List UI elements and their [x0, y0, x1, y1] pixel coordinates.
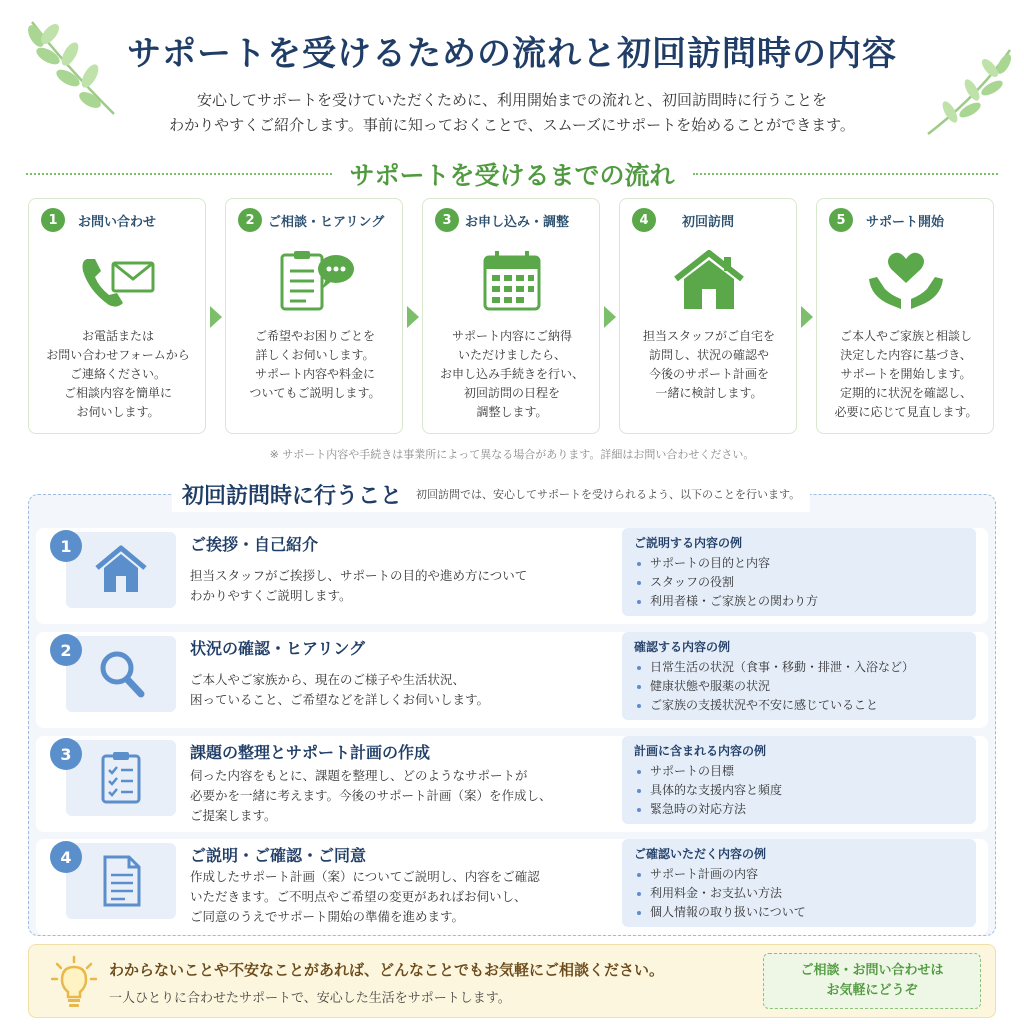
- step-line: 調整します。: [476, 405, 548, 419]
- item-line: ご提案します。: [190, 808, 277, 823]
- example-item: 個人情報の取り扱いについて: [634, 903, 964, 922]
- example-title: 計画に含まれる内容の例: [634, 744, 767, 758]
- step-title: お申し込み・調整: [465, 214, 570, 230]
- item-line: 伺った内容をもとに、課題を整理し、どのようなサポートが: [190, 768, 528, 783]
- checklist-icon: [93, 750, 149, 806]
- calendar-icon: [467, 249, 557, 313]
- flow-steps: [28, 198, 998, 434]
- step-title: サポート開始: [865, 214, 944, 230]
- contact-button-label: ご相談・お問い合わせは: [800, 963, 944, 978]
- visit-heading: [172, 476, 810, 512]
- step-title: 初回訪問: [681, 214, 734, 230]
- step-line: 詳しくお伺いします。: [255, 348, 375, 362]
- item-icon-box: [66, 740, 176, 816]
- step-line: サポート内容にご納得: [451, 329, 572, 343]
- arrow-right-icon: [604, 306, 616, 328]
- flow-step-1: [28, 198, 206, 434]
- item-line: ご同意のうえでサポート開始の準備を進めます。: [190, 909, 465, 924]
- item-title: ご挨拶・自己紹介: [190, 535, 319, 554]
- step-number: 5: [829, 208, 853, 232]
- contact-button[interactable]: [763, 953, 981, 1009]
- example-item: スタッフの役割: [634, 573, 964, 592]
- document-icon: [93, 853, 149, 909]
- item-line: わかりやすくご説明します。: [190, 588, 352, 603]
- step-description: [626, 327, 792, 403]
- visit-item-1: [36, 528, 988, 624]
- page-title: サポートを受けるための流れと初回訪問時の内容: [127, 34, 897, 74]
- example-title: ご確認いただく内容の例: [634, 847, 767, 861]
- house-icon: [93, 542, 149, 598]
- example-title: ご説明する内容の例: [634, 536, 743, 550]
- item-line: 困っていること、ご希望などを詳しくお伺いします。: [190, 692, 490, 707]
- visit-item-4: [36, 839, 988, 935]
- item-number: 4: [50, 841, 82, 873]
- item-number: 3: [50, 738, 82, 770]
- step-line: 一緒に検討します。: [655, 386, 763, 400]
- example-item: 健康状態や服薬の状況: [634, 677, 964, 696]
- house-icon: [664, 249, 754, 313]
- item-line: 必要かを一緒に考えます。今後のサポート計画（案）を作成し、: [190, 788, 552, 803]
- lightbulb-icon: [51, 955, 97, 1009]
- flow-note: ※ サポート内容や手続きは事業所によって異なる場合があります。詳細はお問い合わせください。: [269, 448, 755, 461]
- item-description: [190, 766, 600, 826]
- step-line: ご連絡ください。: [69, 367, 166, 381]
- banner-text: 一人ひとりに合わせたサポートで、安心した生活をサポートします。: [109, 991, 511, 1006]
- item-line: 作成したサポート計画（案）についてご説明し、内容をご確認: [190, 869, 540, 884]
- intro-line: わかりやすくご紹介します。事前に知っておくことで、スムーズにサポートを始めることができます。: [169, 116, 855, 134]
- item-number: 1: [50, 530, 82, 562]
- item-description: [190, 670, 600, 710]
- example-box: [622, 839, 976, 927]
- item-icon-box: [66, 636, 176, 712]
- item-line: いただきます。ご不明点やご希望の変更があればお伺いし、: [190, 889, 527, 904]
- clipboard-chat-icon: [270, 249, 360, 313]
- step-line: 決定した内容に基づき、: [840, 348, 972, 362]
- item-line: ご本人やご家族から、現在のご様子や生活状況、: [190, 672, 466, 687]
- step-line: ご本人やご家族と相談し: [839, 329, 972, 343]
- flow-step-2: [225, 198, 403, 434]
- flow-heading-text: サポートを受けるまでの流れ: [349, 161, 675, 190]
- step-number: 1: [41, 208, 65, 232]
- step-line: ついてもご説明します。: [249, 386, 381, 400]
- step-line: サポートを開始します。: [840, 367, 972, 381]
- divider: [26, 173, 332, 175]
- arrow-right-icon: [407, 306, 419, 328]
- step-line: 今後のサポート計画を: [648, 367, 769, 381]
- magnifier-icon: [93, 646, 149, 702]
- step-number: 2: [238, 208, 262, 232]
- item-icon-box: [66, 843, 176, 919]
- step-line: 必要に応じて見直します。: [834, 405, 978, 419]
- example-item: サポート計画の内容: [634, 865, 964, 884]
- step-title: ご相談・ヒアリング: [268, 214, 385, 230]
- step-line: お申し込み手続きを行い、: [439, 367, 584, 381]
- step-description: [429, 327, 595, 422]
- banner-title: わからないことや不安なことがあれば、どんなことでもお気軽にご相談ください。: [109, 961, 665, 979]
- example-item: サポートの目標: [634, 762, 964, 781]
- item-title: ご説明・ご確認・ご同意: [190, 846, 367, 865]
- item-title: 課題の整理とサポート計画の作成: [190, 743, 431, 762]
- step-description: [232, 327, 398, 403]
- step-line: お電話または: [81, 329, 154, 343]
- example-item: サポートの目的と内容: [634, 554, 964, 573]
- flow-step-5: [816, 198, 994, 434]
- step-line: ご相談内容を簡単に: [63, 386, 172, 400]
- step-line: サポート内容や料金に: [254, 367, 375, 381]
- step-line: ご希望やお困りごとを: [254, 329, 375, 343]
- item-icon-box: [66, 532, 176, 608]
- flow-heading: [26, 156, 998, 192]
- item-line: 担当スタッフがご挨拶し、サポートの目的や進め方について: [190, 568, 528, 583]
- example-title: 確認する内容の例: [634, 640, 731, 654]
- visit-item-2: [36, 632, 988, 728]
- visit-heading-text: 初回訪問時に行うこと: [182, 483, 403, 509]
- example-item: 日常生活の状況（食事・移動・排泄・入浴など）: [634, 658, 964, 677]
- item-title: 状況の確認・ヒアリング: [190, 639, 366, 658]
- contact-banner: [28, 944, 996, 1018]
- example-item: 利用者様・ご家族との関わり方: [634, 592, 964, 611]
- example-box: [622, 736, 976, 824]
- flow-step-3: [422, 198, 600, 434]
- flow-step-4: [619, 198, 797, 434]
- example-item: 利用料金・お支払い方法: [634, 884, 964, 903]
- intro-line: 安心してサポートを受けていただくために、利用開始までの流れと、初回訪問時に行うことを: [196, 91, 827, 109]
- visit-item-3: [36, 736, 988, 832]
- step-description: [823, 327, 989, 422]
- arrow-right-icon: [801, 306, 813, 328]
- example-item: 緊急時の対応方法: [634, 800, 964, 819]
- step-line: お伺いします。: [76, 405, 160, 419]
- example-item: 具体的な支援内容と頻度: [634, 781, 964, 800]
- step-number: 3: [435, 208, 459, 232]
- example-item: ご家族の支援状況や不安に感じていること: [634, 696, 964, 715]
- heart-hands-icon: [861, 249, 951, 313]
- item-description: [190, 566, 600, 606]
- item-description: [190, 867, 600, 927]
- step-description: [35, 327, 201, 422]
- step-line: 担当スタッフがご自宅を: [642, 329, 775, 343]
- contact-button-label: お気軽にどうぞ: [826, 983, 918, 998]
- intro-text: [0, 88, 1024, 138]
- divider: [693, 173, 999, 175]
- step-line: お問い合わせフォームから: [46, 348, 190, 362]
- arrow-right-icon: [210, 306, 222, 328]
- item-number: 2: [50, 634, 82, 666]
- visit-subheading: 初回訪問では、安心してサポートを受けられるよう、以下のことを行います。: [416, 488, 801, 501]
- step-line: 定期的に状況を確認し、: [839, 386, 972, 400]
- phone-mail-icon: [73, 249, 163, 313]
- step-line: 初回訪問の日程を: [463, 386, 560, 400]
- example-box: [622, 632, 976, 720]
- step-line: 訪問し、状況の確認や: [648, 348, 769, 362]
- step-number: 4: [632, 208, 656, 232]
- step-title: お問い合わせ: [77, 214, 156, 230]
- step-line: いただけましたら、: [457, 348, 566, 362]
- example-box: [622, 528, 976, 616]
